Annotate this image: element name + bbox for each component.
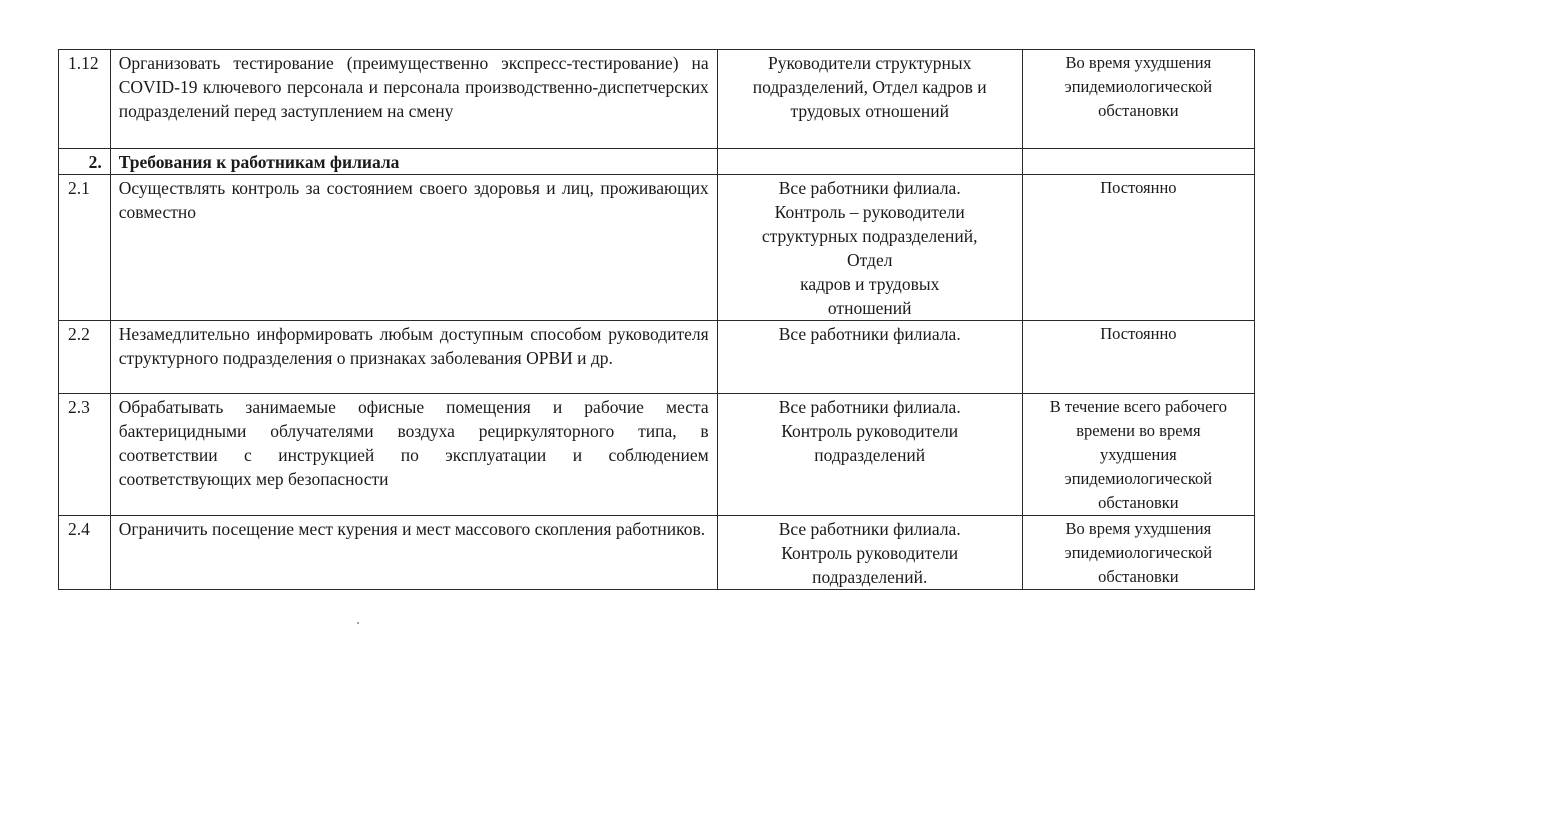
scan-speck (357, 622, 359, 624)
term-cell (1022, 50, 1254, 149)
responsible-cell (717, 394, 1022, 516)
term-line: В течение всего рабочего (1049, 397, 1228, 416)
table-row (59, 175, 1255, 321)
table-row (59, 321, 1255, 394)
term-line: обстановки (1098, 493, 1179, 512)
responsible-line: Все работники филиала. (778, 397, 961, 417)
responsible-line: подразделений. (812, 567, 928, 587)
responsible-line: трудовых отношений (790, 101, 949, 121)
term-cell (1022, 321, 1254, 394)
responsible-line: Контроль – руководители (774, 202, 965, 222)
responsible-line: кадров и трудовых (800, 274, 940, 294)
responsible-cell (717, 175, 1022, 321)
responsible-line: Все работники филиала. (778, 519, 961, 539)
row-number: 2.1 (59, 175, 111, 321)
table-row (59, 50, 1255, 149)
responsible-cell (717, 321, 1022, 394)
empty-cell (1022, 149, 1254, 175)
row-number: 2.4 (59, 516, 111, 590)
action-text: Организовать тестирование (преимущественно экспресс-тестирование) на COVID-19 ключевого персонала и персонала производственно-диспетчерских подразделений перед заступлением на смену (110, 50, 717, 149)
term-line: ухудшения (1099, 445, 1177, 464)
action-text: Ограничить посещение мест курения и мест массового скопления работников. (110, 516, 717, 590)
responsible-cell (717, 50, 1022, 149)
responsible-line: подразделений, Отдел кадров и (752, 77, 987, 97)
responsible-line: отношений (827, 298, 912, 318)
measures-table (58, 49, 1255, 590)
responsible-line: Контроль руководители (781, 421, 959, 441)
term-line: Во время ухудшения (1065, 519, 1212, 538)
section-header-row (59, 149, 1255, 175)
empty-cell (717, 149, 1022, 175)
term-line: обстановки (1098, 101, 1179, 120)
term-line: эпидемиологической (1064, 77, 1213, 96)
term-line: эпидемиологической (1064, 469, 1213, 488)
responsible-line: Контроль руководители (781, 543, 959, 563)
responsible-cell (717, 516, 1022, 590)
term-line: эпидемиологической (1064, 543, 1213, 562)
table-row (59, 394, 1255, 516)
responsible-line: Отдел (846, 250, 893, 270)
table-row (59, 516, 1255, 590)
responsible-line: структурных подразделений, (761, 226, 978, 246)
responsible-line: Все работники филиала. (778, 178, 961, 198)
term-line: Постоянно (1100, 178, 1177, 197)
term-cell (1022, 394, 1254, 516)
row-number: 2.2 (59, 321, 111, 394)
responsible-line: Руководители структурных (768, 53, 972, 73)
term-cell (1022, 175, 1254, 321)
term-cell (1022, 516, 1254, 590)
term-line: Постоянно (1100, 324, 1177, 343)
responsible-line: Все работники филиала. (778, 324, 961, 344)
action-text: Незамедлительно информировать любым доступным способом руководителя структурного подразделения о признаках заболевания ОРВИ и др. (110, 321, 717, 394)
term-line: обстановки (1098, 567, 1179, 586)
action-text: Осуществлять контроль за состоянием своего здоровья и лиц, проживающих совместно (110, 175, 717, 321)
row-number: 2.3 (59, 394, 111, 516)
term-line: Во время ухудшения (1065, 53, 1212, 72)
section-number: 2. (59, 149, 111, 175)
action-text: Обрабатывать занимаемые офисные помещения и рабочие места бактерицидными облучателями воздуха рециркуляторного типа, в соответствии с инструкцией по эксплуатации и соблюдением соответствующих мер безопасности (110, 394, 717, 516)
responsible-line: подразделений (814, 445, 926, 465)
row-number: 1.12 (59, 50, 111, 149)
section-title: Требования к работникам филиала (110, 149, 717, 175)
term-line: времени во время (1076, 421, 1201, 440)
